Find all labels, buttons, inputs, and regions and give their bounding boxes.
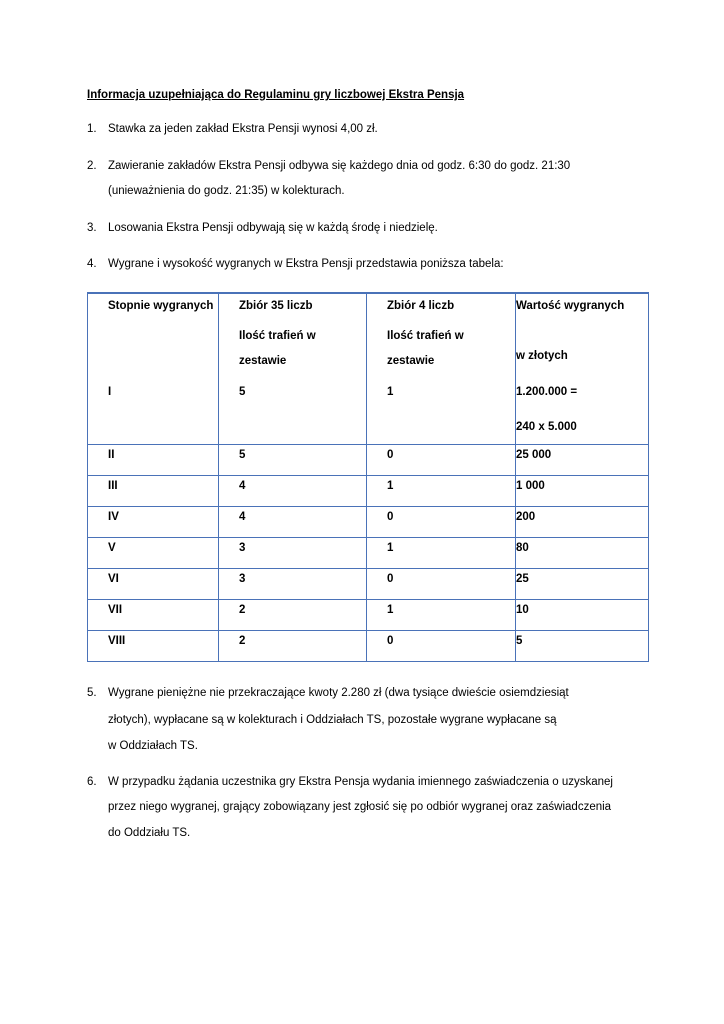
table-row	[88, 507, 649, 538]
item-text: Wygrane pieniężne nie przekraczające kwoty 2.280 zł (dwa tysiące dwieście osiemdziesiąt	[108, 687, 569, 699]
prize-table	[87, 292, 649, 662]
degree-cell: VII	[88, 600, 219, 631]
header-set4: Zbiór 4 liczb	[387, 300, 455, 312]
value-cell: 10	[516, 600, 649, 631]
item-number: 3.	[87, 222, 97, 234]
hits4-cell: 1	[367, 476, 516, 507]
item-text: przez niego wygranej, grający zobowiązany jest zgłosić się po odbiór wygranej oraz zaświadczenia	[108, 801, 612, 813]
degree-cell: IV	[88, 507, 219, 538]
item-number: 2.	[87, 160, 97, 172]
item-text: W przypadku żądania uczestnika gry Ekstra Pensja wydania imiennego zaświadczenia o uzyskanej	[108, 776, 613, 788]
item-text: Wygrane i wysokość wygranych w Ekstra Pensji przedstawia poniższa tabela:	[108, 258, 504, 270]
hits35-cell: 2	[219, 600, 367, 631]
header-cell	[88, 293, 219, 445]
table-row	[88, 600, 649, 631]
header-cell	[516, 293, 649, 445]
degree-cell: VIII	[88, 631, 219, 662]
header-in-set: zestawie	[387, 355, 435, 367]
value-cell: 1.200.000 =	[516, 386, 578, 398]
hits4-cell: 1	[387, 386, 394, 398]
item-text: Losowania Ekstra Pensji odbywają się w każdą środę i niedzielę.	[108, 222, 438, 234]
hits4-cell: 0	[367, 569, 516, 600]
hits35-cell: 4	[219, 476, 367, 507]
item-text: złotych), wypłacane są w kolekturach i Oddziałach TS, pozostałe wygrane wypłacane są	[108, 714, 557, 726]
hits35-cell: 3	[219, 538, 367, 569]
table-row	[88, 569, 649, 600]
item-number: 5.	[87, 687, 97, 699]
item-text: Stawka za jeden zakład Ekstra Pensji wynosi 4,00 zł.	[108, 123, 378, 135]
table-row	[88, 538, 649, 569]
item-number: 6.	[87, 776, 97, 788]
header-hits: Ilość trafień w	[239, 330, 316, 342]
value-cell: 80	[516, 538, 649, 569]
item-number: 1.	[87, 123, 97, 135]
header-currency: w złotych	[516, 350, 568, 362]
hits4-cell: 0	[367, 507, 516, 538]
hits35-cell: 2	[219, 631, 367, 662]
item-text: w Oddziałach TS.	[108, 740, 198, 752]
header-cell	[367, 293, 516, 445]
header-cell	[219, 293, 367, 445]
table-row	[88, 476, 649, 507]
hits35-cell: 4	[219, 507, 367, 538]
degree-cell: II	[88, 445, 219, 476]
value-cell: 25 000	[516, 445, 649, 476]
value-cell: 5	[516, 631, 649, 662]
table-row	[88, 445, 649, 476]
value-cell: 25	[516, 569, 649, 600]
item-text: Zawieranie zakładów Ekstra Pensji odbywa się każdego dnia od godz. 6:30 do godz. 21:30	[108, 160, 571, 172]
hits4-cell: 1	[367, 538, 516, 569]
value-cell: 1 000	[516, 476, 649, 507]
degree-cell: III	[88, 476, 219, 507]
table-row	[88, 631, 649, 662]
hits35-cell: 5	[219, 445, 367, 476]
hits35-cell: 5	[239, 386, 246, 398]
item-text: do Oddziału TS.	[108, 827, 191, 839]
value-cell: 240 x 5.000	[516, 421, 577, 433]
hits4-cell: 0	[367, 631, 516, 662]
degree-cell: V	[88, 538, 219, 569]
header-in-set: zestawie	[239, 355, 287, 367]
degree-cell: I	[108, 386, 112, 398]
header-hits: Ilość trafień w	[387, 330, 464, 342]
header-set35: Zbiór 35 liczb	[239, 300, 313, 312]
header-value: Wartość wygranych	[516, 300, 625, 312]
table-header-row	[88, 293, 649, 445]
hits4-cell: 0	[367, 445, 516, 476]
value-cell: 200	[516, 507, 649, 538]
item-number: 4.	[87, 258, 97, 270]
hits4-cell: 1	[367, 600, 516, 631]
item-text: (unieważnienia do godz. 21:35) w kolekturach.	[108, 185, 345, 197]
header-degrees: Stopnie wygranych	[108, 300, 214, 312]
hits35-cell: 3	[219, 569, 367, 600]
degree-cell: VI	[88, 569, 219, 600]
document-title: Informacja uzupełniająca do Regulaminu gry liczbowej Ekstra Pensja	[87, 89, 465, 101]
